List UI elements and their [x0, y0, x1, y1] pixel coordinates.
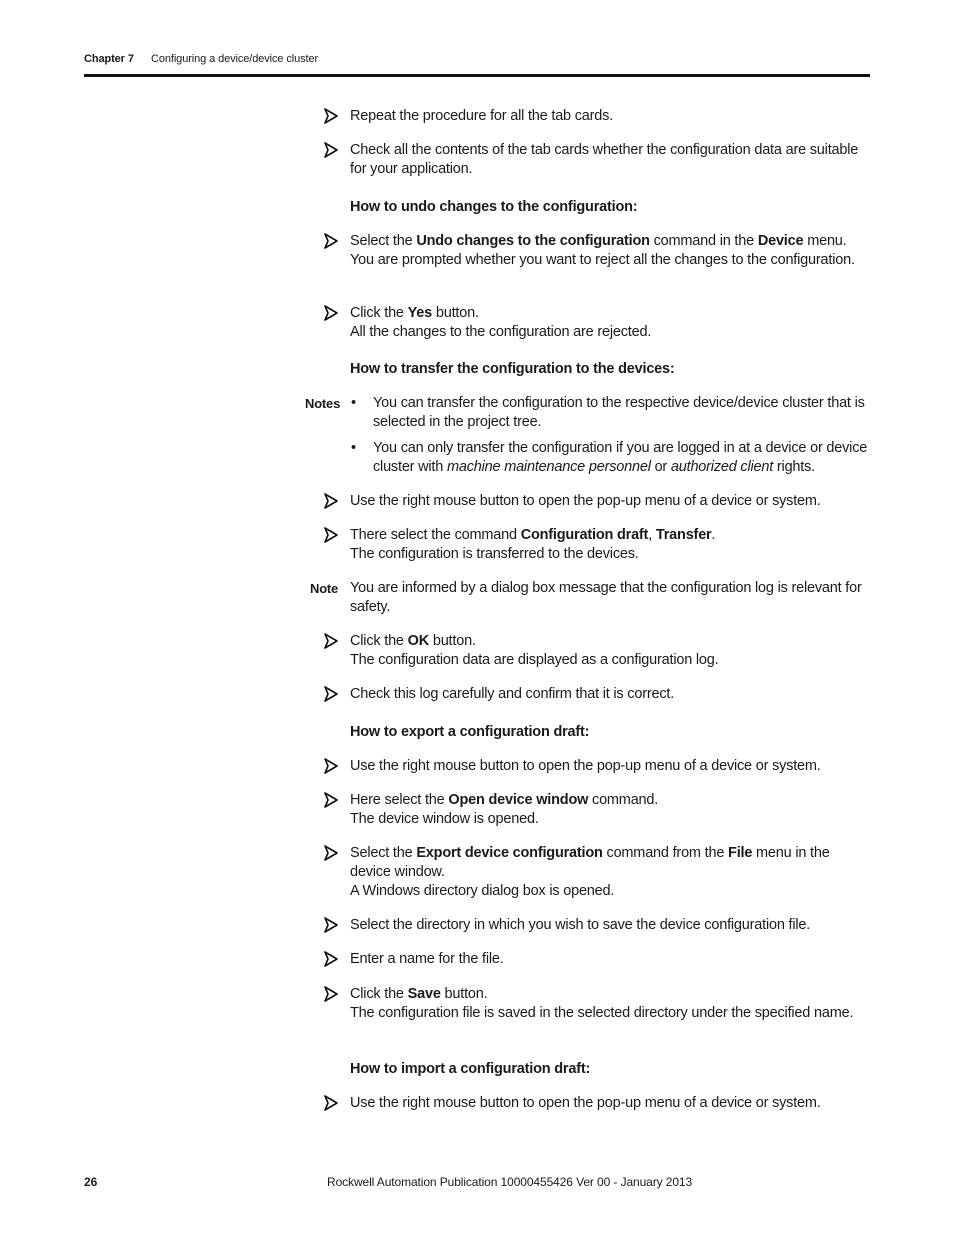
arrow-bullet-icon [324, 633, 338, 649]
arrow-bullet-icon [324, 792, 338, 808]
bullet-dot-icon: • [351, 395, 356, 411]
section-title: Configuring a device/device cluster [151, 53, 319, 65]
step-check-log: Check this log carefully and confirm that it is correct. [350, 685, 872, 704]
heading-undo: How to undo changes to the configuration: [350, 199, 638, 215]
step-repeat: Repeat the procedure for all the tab cards. [350, 107, 872, 126]
notes-label: Notes [305, 396, 341, 411]
heading-import: How to import a configuration draft: [350, 1061, 591, 1077]
arrow-bullet-icon [324, 108, 338, 124]
note-text: You are informed by a dialog box message that the configuration log is relevant for safety. [350, 580, 862, 615]
step-select-transfer: There select the command Configuration draft, Transfer. The configuration is transferred to the devices. [350, 526, 872, 564]
arrow-bullet-icon [324, 917, 338, 933]
page-number: 26 [84, 1175, 98, 1189]
arrow-bullet-icon [324, 527, 338, 543]
step-enter-name: Enter a name for the file. [350, 950, 872, 969]
step-click-ok: Click the OK button. The configuration data are displayed as a configuration log. [350, 632, 872, 670]
bullet-dot-icon: • [351, 440, 356, 456]
arrow-bullet-icon [324, 305, 338, 321]
step-select-undo: Select the Undo changes to the configuration command in the Device menu. You are prompted whether you want to reject all the changes to the configuration. [350, 232, 872, 270]
arrow-bullet-icon [324, 951, 338, 967]
note-label: Note [310, 581, 339, 596]
step-select-directory: Select the directory in which you wish to save the device configuration file. [350, 916, 872, 935]
arrow-bullet-icon [324, 493, 338, 509]
note-bullet-1: • You can transfer the configuration to the respective device/device cluster that is selected in the project tree. [351, 395, 865, 430]
header-rule [84, 74, 870, 77]
publication-info: Rockwell Automation Publication 10000455426 Ver 00 - January 2013 [327, 1175, 693, 1189]
step-click-save: Click the Save button. The configuration file is saved in the selected directory under the specified name. [350, 985, 872, 1023]
step-open-device-window: Here select the Open device window command. The device window is opened. [350, 791, 872, 829]
chapter-label: Chapter 7 [84, 53, 134, 65]
step-import-right-click: Use the right mouse button to open the pop-up menu of a device or system. [350, 1094, 872, 1113]
step-check-contents: Check all the contents of the tab cards whether the configuration data are suitable for your application. [350, 141, 872, 179]
arrow-bullet-icon [324, 986, 338, 1002]
step-click-yes: Click the Yes button. All the changes to the configuration are rejected. [350, 304, 872, 342]
step-export-right-click: Use the right mouse button to open the pop-up menu of a device or system. [350, 757, 872, 776]
arrow-bullet-icon [324, 758, 338, 774]
arrow-bullet-icon [324, 233, 338, 249]
arrow-bullet-icon [324, 142, 338, 158]
step-right-click: Use the right mouse button to open the pop-up menu of a device or system. [350, 492, 872, 511]
arrow-bullet-icon [324, 845, 338, 861]
heading-export: How to export a configuration draft: [350, 724, 590, 740]
arrow-bullet-icon [324, 1095, 338, 1111]
step-export-device-config: Select the Export device configuration command from the File menu in the device window. A Windows directory dialog box is opened. [350, 844, 872, 901]
heading-transfer: How to transfer the configuration to the devices: [350, 361, 675, 377]
note-bullet-2: • You can only transfer the configuration if you are logged in at a device or device cluster with machine maintenance personnel or authorized client rights. [351, 440, 868, 475]
arrow-bullet-icon [324, 686, 338, 702]
page-header [84, 53, 319, 65]
